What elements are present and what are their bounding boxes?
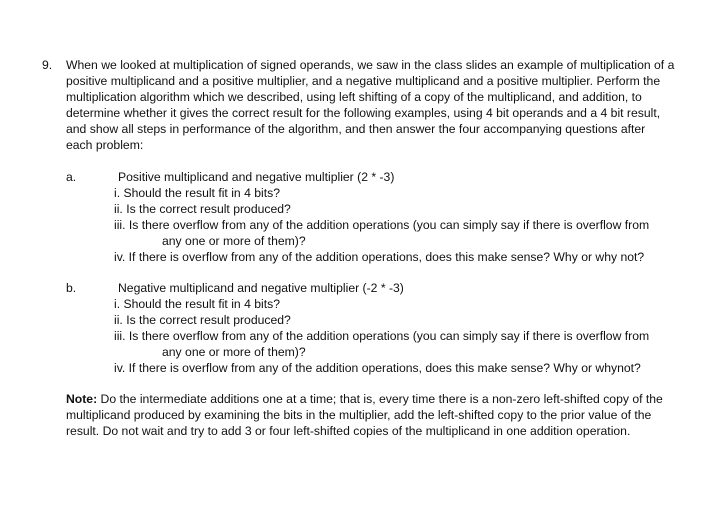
question-iii: iii. Is there overflow from any of the addition operations (you can simply say if there is overflow from [114, 218, 650, 232]
question-iv: iv. If there is overflow from any of the addition operations, does this make sense? Why or why not? [114, 250, 645, 264]
note-text: Do the intermediate additions one at a time; that is, every time there is a non-zero left-shifted copy of the [97, 392, 663, 406]
question-iv: iv. If there is overflow from any of the addition operations, does this make sense? Why or whynot? [114, 361, 641, 375]
part-letter: a. [66, 170, 77, 184]
part-body [114, 169, 704, 265]
problem-intro [66, 57, 688, 153]
problem-number: 9. [42, 58, 53, 72]
intro-line: multiplication algorithm which we described, using left shifting of a copy of the multiplicand, and addition, to [66, 90, 642, 104]
intro-line: When we looked at multiplication of signed operands, we saw in the class slides an example of multiplication of a [66, 58, 675, 72]
question-i: i. Should the result fit in 4 bits? [114, 186, 280, 200]
part-title: Negative multiplicand and negative multiplier (-2 * -3) [118, 281, 404, 295]
intro-line: positive multiplicand and a positive multiplier, and a negative multiplicand and a positive multiplier. Perform the [66, 74, 661, 88]
question-iii-continued: any one or more of them)? [162, 234, 306, 248]
part-title: Positive multiplicand and negative multiplier (2 * -3) [118, 170, 395, 184]
intro-line: determine whether it gives the correct result for the following examples, using 4 bit operands and a 4 bit result, [66, 106, 661, 120]
question-ii: ii. Is the correct result produced? [114, 202, 291, 216]
note-label: Note: [66, 392, 98, 406]
intro-line: each problem: [66, 138, 144, 152]
question-i: i. Should the result fit in 4 bits? [114, 297, 280, 311]
part-letter: b. [66, 281, 77, 295]
note-line: multiplicand produced by examining the bits in the multiplier, add the left-shifted copy to the prior value of the [66, 408, 652, 422]
question-iii-continued: any one or more of them)? [162, 345, 306, 359]
question-ii: ii. Is the correct result produced? [114, 313, 291, 327]
note-line: result. Do not wait and try to add 3 or four left-shifted copies of the multiplicand in one addition operation. [66, 424, 631, 438]
intro-line: and show all steps in performance of the algorithm, and then answer the four accompanying questions after [66, 122, 646, 136]
note [66, 391, 688, 439]
note-line [66, 391, 688, 407]
part-body [114, 280, 704, 376]
question-iii: iii. Is there overflow from any of the addition operations (you can simply say if there is overflow from [114, 329, 650, 343]
